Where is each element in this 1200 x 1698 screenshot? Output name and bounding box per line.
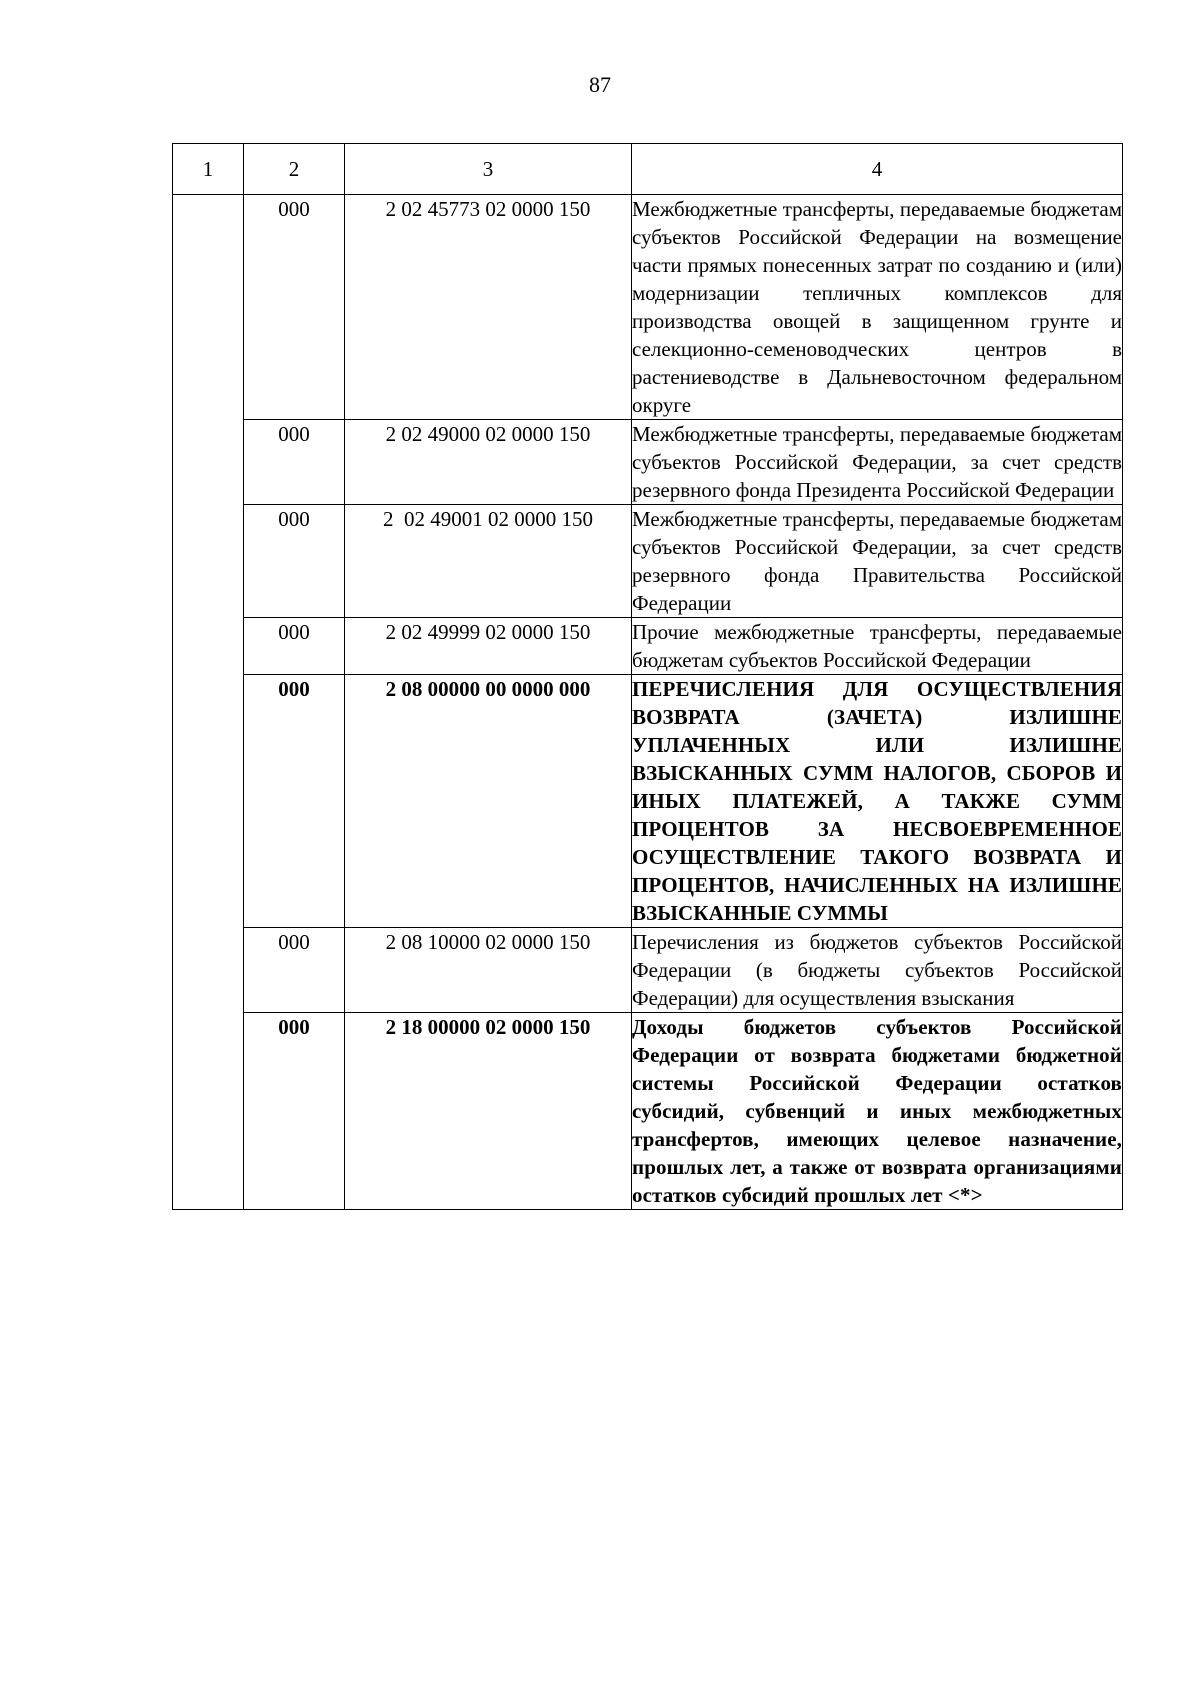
table-row [173, 505, 1123, 618]
admin-code-cell: 000 [244, 928, 345, 1013]
admin-code-cell: 000 [244, 675, 345, 928]
description-cell: Межбюджетные трансферты, передаваемые бюджетам субъектов Российской Федерации, за счет средств резервного фонда Президента Российской Федерации [632, 420, 1123, 505]
budget-classification-table [172, 143, 1123, 1210]
budget-code-cell: 2 02 49001 02 0000 150 [345, 505, 632, 618]
budget-code-cell: 2 02 49999 02 0000 150 [345, 618, 632, 675]
column-header-3: 3 [345, 144, 632, 195]
description-cell: Доходы бюджетов субъектов Российской Федерации от возврата бюджетами бюджетной системы Российской Федерации остатков субсидий, субвенций и иных межбюджетных трансфертов, имеющих целевое назначение, прошлых лет, а также от возврата организациями остатков субсидий прошлых лет <*> [632, 1013, 1123, 1210]
table-row [173, 928, 1123, 1013]
description-cell: ПЕРЕЧИСЛЕНИЯ ДЛЯ ОСУЩЕСТВЛЕНИЯ ВОЗВРАТА (ЗАЧЕТА) ИЗЛИШНЕ УПЛАЧЕННЫХ ИЛИ ИЗЛИШНЕ ВЗЫСКАННЫХ СУММ НАЛОГОВ, СБОРОВ И ИНЫХ ПЛАТЕЖЕЙ, А ТАКЖЕ СУММ ПРОЦЕНТОВ ЗА НЕСВОЕВРЕМЕННОЕ ОСУЩЕСТВЛЕНИЕ ТАКОГО ВОЗВРАТА И ПРОЦЕНТОВ, НАЧИСЛЕННЫХ НА ИЗЛИШНЕ ВЗЫСКАННЫЕ СУММЫ [632, 675, 1123, 928]
group-cell [173, 195, 244, 1210]
admin-code-cell: 000 [244, 618, 345, 675]
description-cell: Межбюджетные трансферты, передаваемые бюджетам субъектов Российской Федерации, за счет средств резервного фонда Правительства Российской Федерации [632, 505, 1123, 618]
admin-code-cell: 000 [244, 1013, 345, 1210]
budget-code-cell: 2 02 45773 02 0000 150 [345, 195, 632, 420]
admin-code-cell: 000 [244, 420, 345, 505]
column-header-4: 4 [632, 144, 1123, 195]
column-header-1: 1 [173, 144, 244, 195]
table-row [173, 1013, 1123, 1210]
table-header-row [173, 144, 1123, 195]
budget-code-cell: 2 08 00000 00 0000 000 [345, 675, 632, 928]
description-cell: Прочие межбюджетные трансферты, передаваемые бюджетам субъектов Российской Федерации [632, 618, 1123, 675]
budget-code-cell: 2 02 49000 02 0000 150 [345, 420, 632, 505]
description-cell: Перечисления из бюджетов субъектов Российской Федерации (в бюджеты субъектов Российской Федерации) для осуществления взыскания [632, 928, 1123, 1013]
admin-code-cell: 000 [244, 195, 345, 420]
table-row [173, 420, 1123, 505]
budget-code-cell: 2 08 10000 02 0000 150 [345, 928, 632, 1013]
table-row [173, 618, 1123, 675]
table-row [173, 195, 1123, 420]
admin-code-cell: 000 [244, 505, 345, 618]
page-number: 87 [589, 72, 611, 97]
description-cell: Межбюджетные трансферты, передаваемые бюджетам субъектов Российской Федерации на возмещение части прямых понесенных затрат по созданию и (или) модернизации тепличных комплексов для производства овощей в защищенном грунте и селекционно-семеноводческих центров в растениеводстве в Дальневосточном федеральном округе [632, 195, 1123, 420]
column-header-2: 2 [244, 144, 345, 195]
budget-code-cell: 2 18 00000 02 0000 150 [345, 1013, 632, 1210]
table-row [173, 675, 1123, 928]
